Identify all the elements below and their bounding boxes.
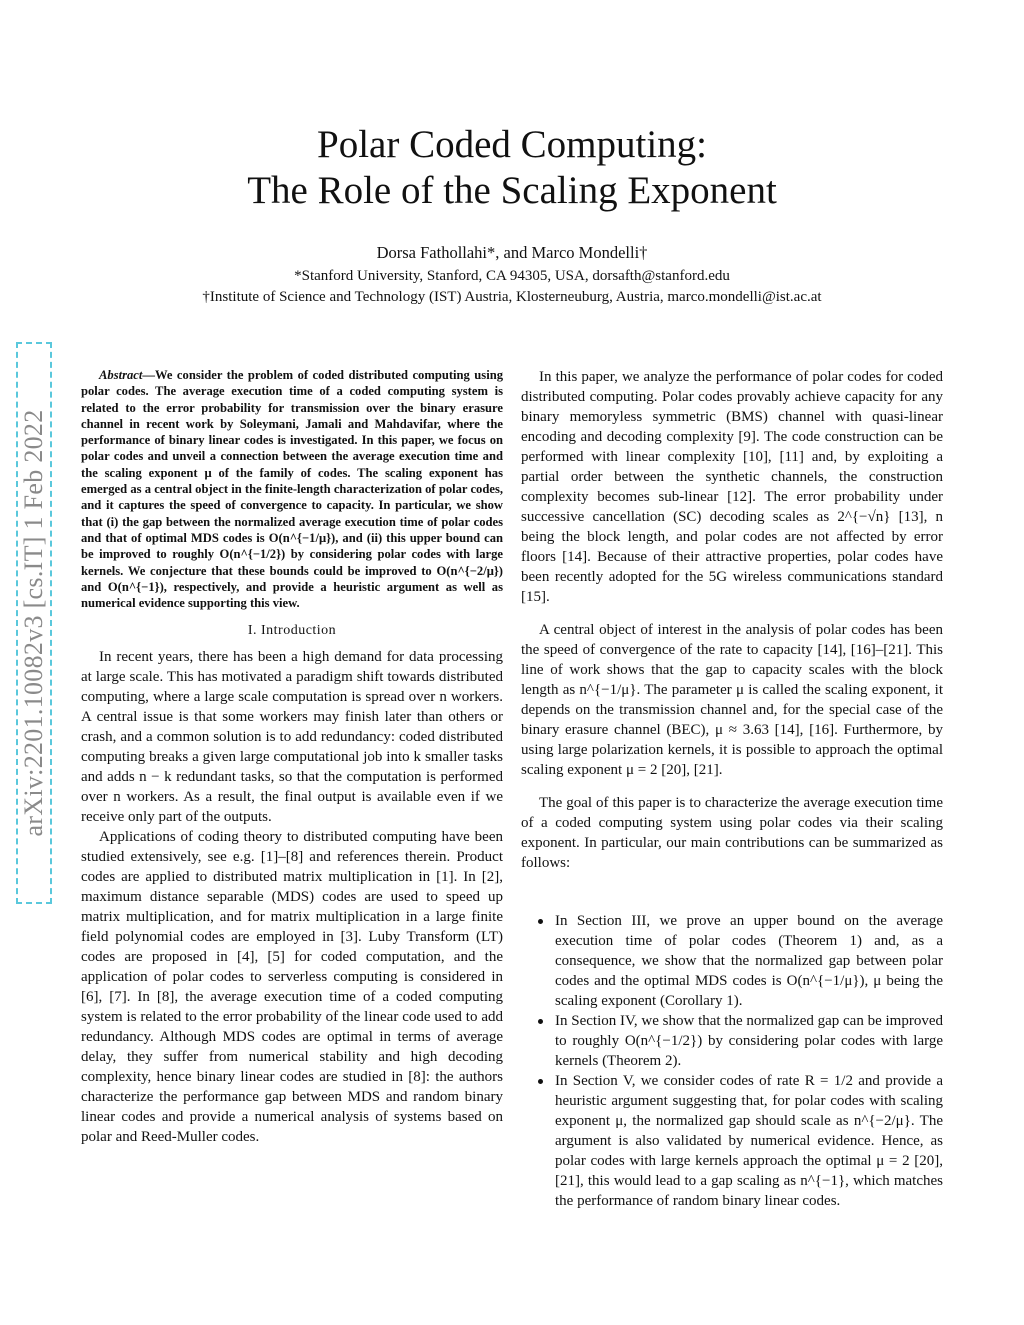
contributions-list bbox=[521, 911, 943, 1211]
paper-title bbox=[112, 122, 912, 214]
title-line-2: The Role of the Scaling Exponent bbox=[247, 169, 777, 212]
body-paragraph-1: In this paper, we analyze the performance of polar codes for coded distributed computing. Polar codes provably achieve capacity for any binary memoryless symmetric (BMS) channel with quasi-linear encoding and decoding complexity [9]. The code construction can be performed with linear complexity [10], [11] and, by exploiting a partial order between the synthetic channels, the construction complexity becomes sub-linear [12]. The error probability under successive cancellation (SC) decoding scales as 2^{−√n} [13], n being the block length, and polar codes are not affected by error floors [14]. Because of their attractive properties, polar codes have been recently adopted for the 5G wireless communications standard [15]. bbox=[521, 369, 943, 605]
list-item bbox=[521, 1071, 943, 1211]
abstract-text: —We consider the problem of coded distributed computing using polar codes. The average execution time of a coded computing system is related to the error probability for transmission over the binary erasure channel in recent work by Soleymani, Jamali and Mahdavifar, where the performance of binary linear codes is investigated. In this paper, we focus on polar codes and unveil a connection between the average execution time and the scaling exponent μ of the family of codes. The scaling exponent has emerged as a central object in the finite-length characterization of polar codes, and it captures the speed of convergence to capacity. In particular, we show that (i) the gap between the normalized average execution time of polar codes and that of optimal MDS codes is O(n^{−1/μ}), and (ii) this upper bound can be improved to roughly O(n^{−1/2}) by considering polar codes with large kernels. We conjecture that these bounds could be improved to O(n^{−2/μ}) and O(n^{−1}), respectively, and provide a heuristic argument as well as numerical evidence supporting this view. bbox=[81, 368, 503, 611]
list-item bbox=[521, 1011, 943, 1071]
title-line-1: Polar Coded Computing: bbox=[317, 123, 707, 166]
affiliation-ist: †Institute of Science and Technology (IST) Austria, Klosterneuburg, Austria, marco.mondelli@ist.ac.at bbox=[202, 289, 822, 305]
right-column bbox=[521, 367, 943, 1211]
list-item bbox=[521, 911, 943, 1011]
intro-paragraph-2: Applications of coding theory to distributed computing have been studied extensively, see e.g. [1]–[8] and references therein. Product codes are applied to distributed matrix multiplication in [1]. In [2], maximum distance separable (MDS) codes are used to speed up matrix multiplication, and for matrix multiplication in a large finite field polynomial codes are employed in [3]. Luby Transform (LT) codes are proposed in [4], [5] for coded computation, and the application of polar codes to serverless computing is considered in [6], [7]. In [8], the average execution time of a coded computing system is related to the error probability of the linear code used to add redundancy. Although MDS codes are optimal in terms of average delay, they suffer from numerical stability and high decoding complexity, hence binary linear codes are studied in [8]: the authors characterize the performance gap between MDS and random binary linear codes and provide a numerical analysis of systems based on polar and Reed-Muller codes. bbox=[81, 829, 503, 1146]
bullet-dot bbox=[538, 1079, 543, 1084]
list-item-text: In Section III, we prove an upper bound on the average execution time of polar codes (Theorem 1) and, as a consequence, we show that the normalized gap between polar codes and the optimal MDS codes is O(n^{−1/μ}), μ being the scaling exponent (Corollary 1). bbox=[555, 913, 943, 1009]
bullet-dot bbox=[538, 1019, 543, 1024]
bullet-dot bbox=[538, 919, 543, 924]
body-paragraph-2: A central object of interest in the analysis of polar codes has been the speed of convergence of the rate to capacity [14], [16]–[21]. This line of work shows that the gap to capacity scales with the block length as n^{−1/μ}. The parameter μ is called the scaling exponent, it depends on the transmission channel and, for the special case of the binary erasure channel (BEC), μ ≈ 3.63 [14], [16]. Furthermore, by using large polarization kernels, it is possible to approach the optimal scaling exponent μ = 2 [20], [21]. bbox=[521, 622, 943, 778]
section-heading-introduction: I. Introduction bbox=[247, 623, 337, 639]
intro-paragraph-1: In recent years, there has been a high demand for data processing at large scale. This has motivated a paradigm shift towards distributed computing, where a large scale computation is spread over n workers. A central issue is that some workers may finish later than others or crash, and a common solution is to add redundancy: coded distributed computing breaks a given large computational job into k smaller tasks and adds n − k redundant tasks, so that the computation is performed over n workers. As a result, the final output is available even if we receive only part of the outputs. bbox=[81, 649, 503, 826]
abstract bbox=[81, 367, 503, 611]
affiliation-stanford: *Stanford University, Stanford, CA 94305, USA, dorsafth@stanford.edu bbox=[294, 268, 730, 284]
arxiv-stamp[interactable] bbox=[16, 342, 52, 904]
list-item-text: In Section IV, we show that the normalized gap can be improved to roughly O(n^{−1/2}) by considering polar codes with large kernels (Theorem 2). bbox=[555, 1013, 943, 1069]
body-paragraph-3: The goal of this paper is to characterize the average execution time of a coded computing system using polar codes via their scaling exponent. In particular, our main contributions can be summarized as follows: bbox=[521, 795, 943, 871]
arxiv-stamp-text: arXiv:2201.10082v3 [cs.IT] 1 Feb 2022 bbox=[19, 409, 48, 837]
left-column bbox=[81, 367, 503, 1147]
authors: Dorsa Fathollahi*, and Marco Mondelli† bbox=[376, 243, 648, 262]
list-item-text: In Section V, we consider codes of rate R = 1/2 and provide a heuristic argument suggesting that, for polar codes with scaling exponent μ, the normalized gap should scale as n^{−2/μ}. The argument is also validated by numerical evidence. Hence, as polar codes with large kernels approach the optimal μ = 2 [20], [21], this would lead to a gap scaling as n^{−1}, which matches the performance of random binary linear codes. bbox=[555, 1073, 943, 1209]
abstract-label: Abstract bbox=[99, 368, 143, 382]
